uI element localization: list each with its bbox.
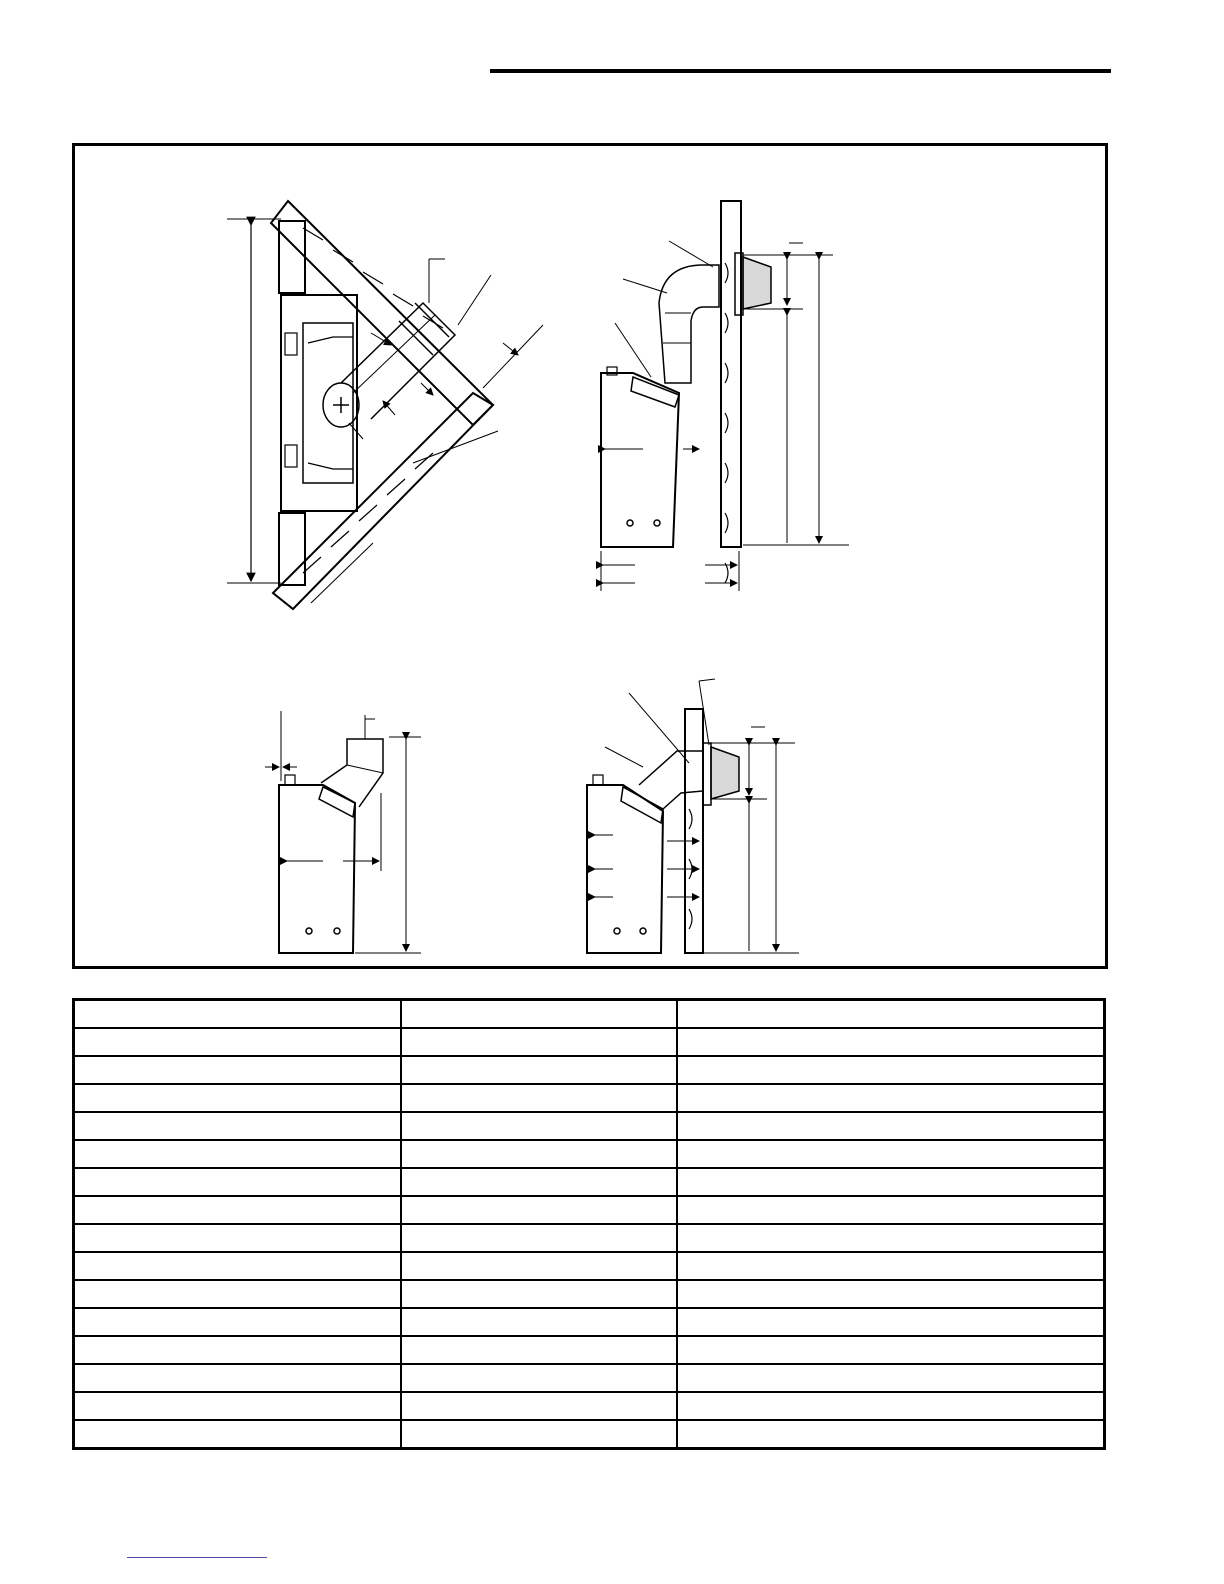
table-row	[74, 1196, 1105, 1224]
header-rule	[490, 69, 1111, 73]
table-cell	[74, 1084, 401, 1112]
table-row	[74, 1280, 1105, 1308]
table-cell	[401, 1420, 677, 1449]
table-cell	[401, 1168, 677, 1196]
table-cell	[74, 1140, 401, 1168]
table-cell	[401, 1112, 677, 1140]
table-row	[74, 1420, 1105, 1449]
table-row	[74, 1224, 1105, 1252]
installation-figure	[72, 143, 1108, 969]
table-cell	[74, 1280, 401, 1308]
table-cell	[74, 1224, 401, 1252]
table-row	[74, 1028, 1105, 1056]
table-cell	[677, 1112, 1105, 1140]
table-cell	[677, 1280, 1105, 1308]
table-row	[74, 1308, 1105, 1336]
table-cell	[74, 1196, 401, 1224]
table-cell	[677, 1420, 1105, 1449]
table-cell	[74, 1308, 401, 1336]
table-row	[74, 1336, 1105, 1364]
table-cell	[677, 1196, 1105, 1224]
table-cell	[677, 1336, 1105, 1364]
rear-vent-short-side-view	[587, 679, 799, 953]
table-cell	[74, 1056, 401, 1084]
dimension-table	[72, 998, 1106, 1450]
table-cell	[677, 1252, 1105, 1280]
table-cell	[74, 1420, 401, 1449]
table-cell	[401, 1196, 677, 1224]
corner-install-top-view	[227, 201, 543, 609]
table-cell	[677, 1056, 1105, 1084]
table-cell	[401, 1364, 677, 1392]
top-vent-side-view	[265, 711, 421, 953]
table-cell	[401, 1336, 677, 1364]
table-cell	[677, 1224, 1105, 1252]
table-cell	[74, 1000, 401, 1029]
table-cell	[401, 1280, 677, 1308]
table-row	[74, 1364, 1105, 1392]
table-cell	[74, 1028, 401, 1056]
table-cell	[74, 1392, 401, 1420]
table-row	[74, 1112, 1105, 1140]
table-row	[74, 1252, 1105, 1280]
table-cell	[74, 1168, 401, 1196]
table-cell	[401, 1056, 677, 1084]
footer-link-underline[interactable]	[127, 1557, 267, 1558]
table-cell	[677, 1084, 1105, 1112]
table-cell	[74, 1252, 401, 1280]
installation-drawings	[75, 146, 1105, 966]
table-cell	[74, 1336, 401, 1364]
table-cell	[74, 1364, 401, 1392]
table-row	[74, 1168, 1105, 1196]
table-cell	[401, 1028, 677, 1056]
table-cell	[677, 1000, 1105, 1029]
rear-vent-side-view	[601, 201, 849, 591]
table-row	[74, 1084, 1105, 1112]
table-cell	[401, 1224, 677, 1252]
table-cell	[677, 1364, 1105, 1392]
table-cell	[401, 1140, 677, 1168]
table-cell	[401, 1084, 677, 1112]
table-cell	[401, 1000, 677, 1029]
table-cell	[677, 1168, 1105, 1196]
table-cell	[677, 1392, 1105, 1420]
table-cell	[401, 1252, 677, 1280]
table-cell	[74, 1112, 401, 1140]
table-row	[74, 1000, 1105, 1029]
table-cell	[401, 1392, 677, 1420]
table-cell	[677, 1028, 1105, 1056]
table-row	[74, 1056, 1105, 1084]
table-row	[74, 1392, 1105, 1420]
table-row	[74, 1140, 1105, 1168]
table-cell	[677, 1140, 1105, 1168]
table-cell	[677, 1308, 1105, 1336]
table-cell	[401, 1308, 677, 1336]
